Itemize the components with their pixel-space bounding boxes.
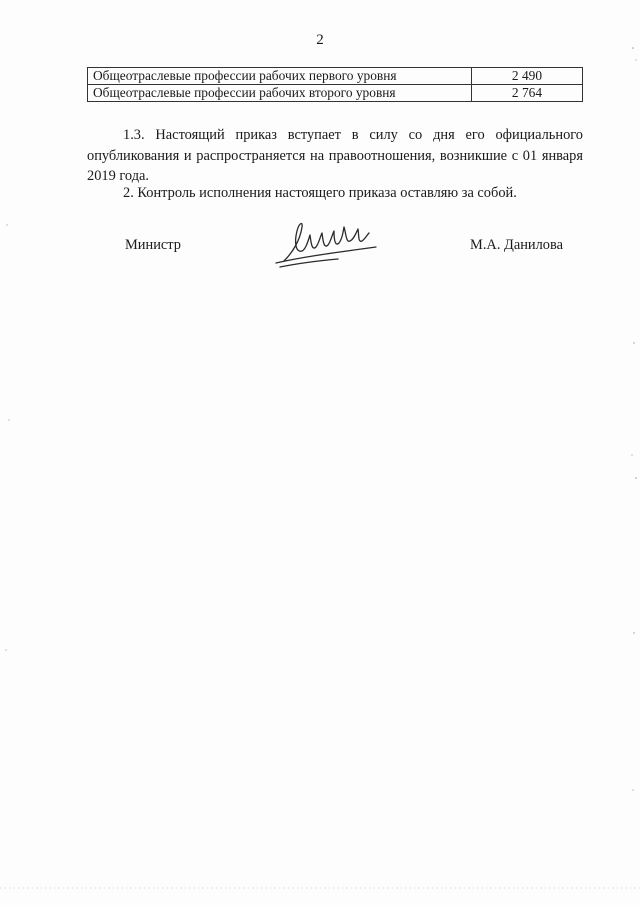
page-number: 2 [316,32,324,48]
signature-block [87,233,583,273]
table-cell-profession: Общеотраслевые профессии рабочих первого уровня [88,68,472,85]
table-cell-value: 2 764 [472,85,583,102]
signatory-position: Министр [125,237,181,253]
paragraph-effective-date: 1.3. Настоящий приказ вступает в силу со дня его официального опубликования и распространяется на правоотношения, возникшие с 01 января 2019 года. [87,127,583,184]
rates-table [87,67,583,102]
signatory-name: М.А. Данилова [470,237,563,253]
paragraph-control: 2. Контроль исполнения настоящего приказа оставляю за собой. [123,185,517,201]
table-row [88,68,583,85]
table-cell-profession: Общеотраслевые профессии рабочих второго уровня [88,85,472,102]
table-row [88,85,583,102]
handwritten-signature-image [272,213,382,269]
table-cell-value: 2 490 [472,68,583,85]
